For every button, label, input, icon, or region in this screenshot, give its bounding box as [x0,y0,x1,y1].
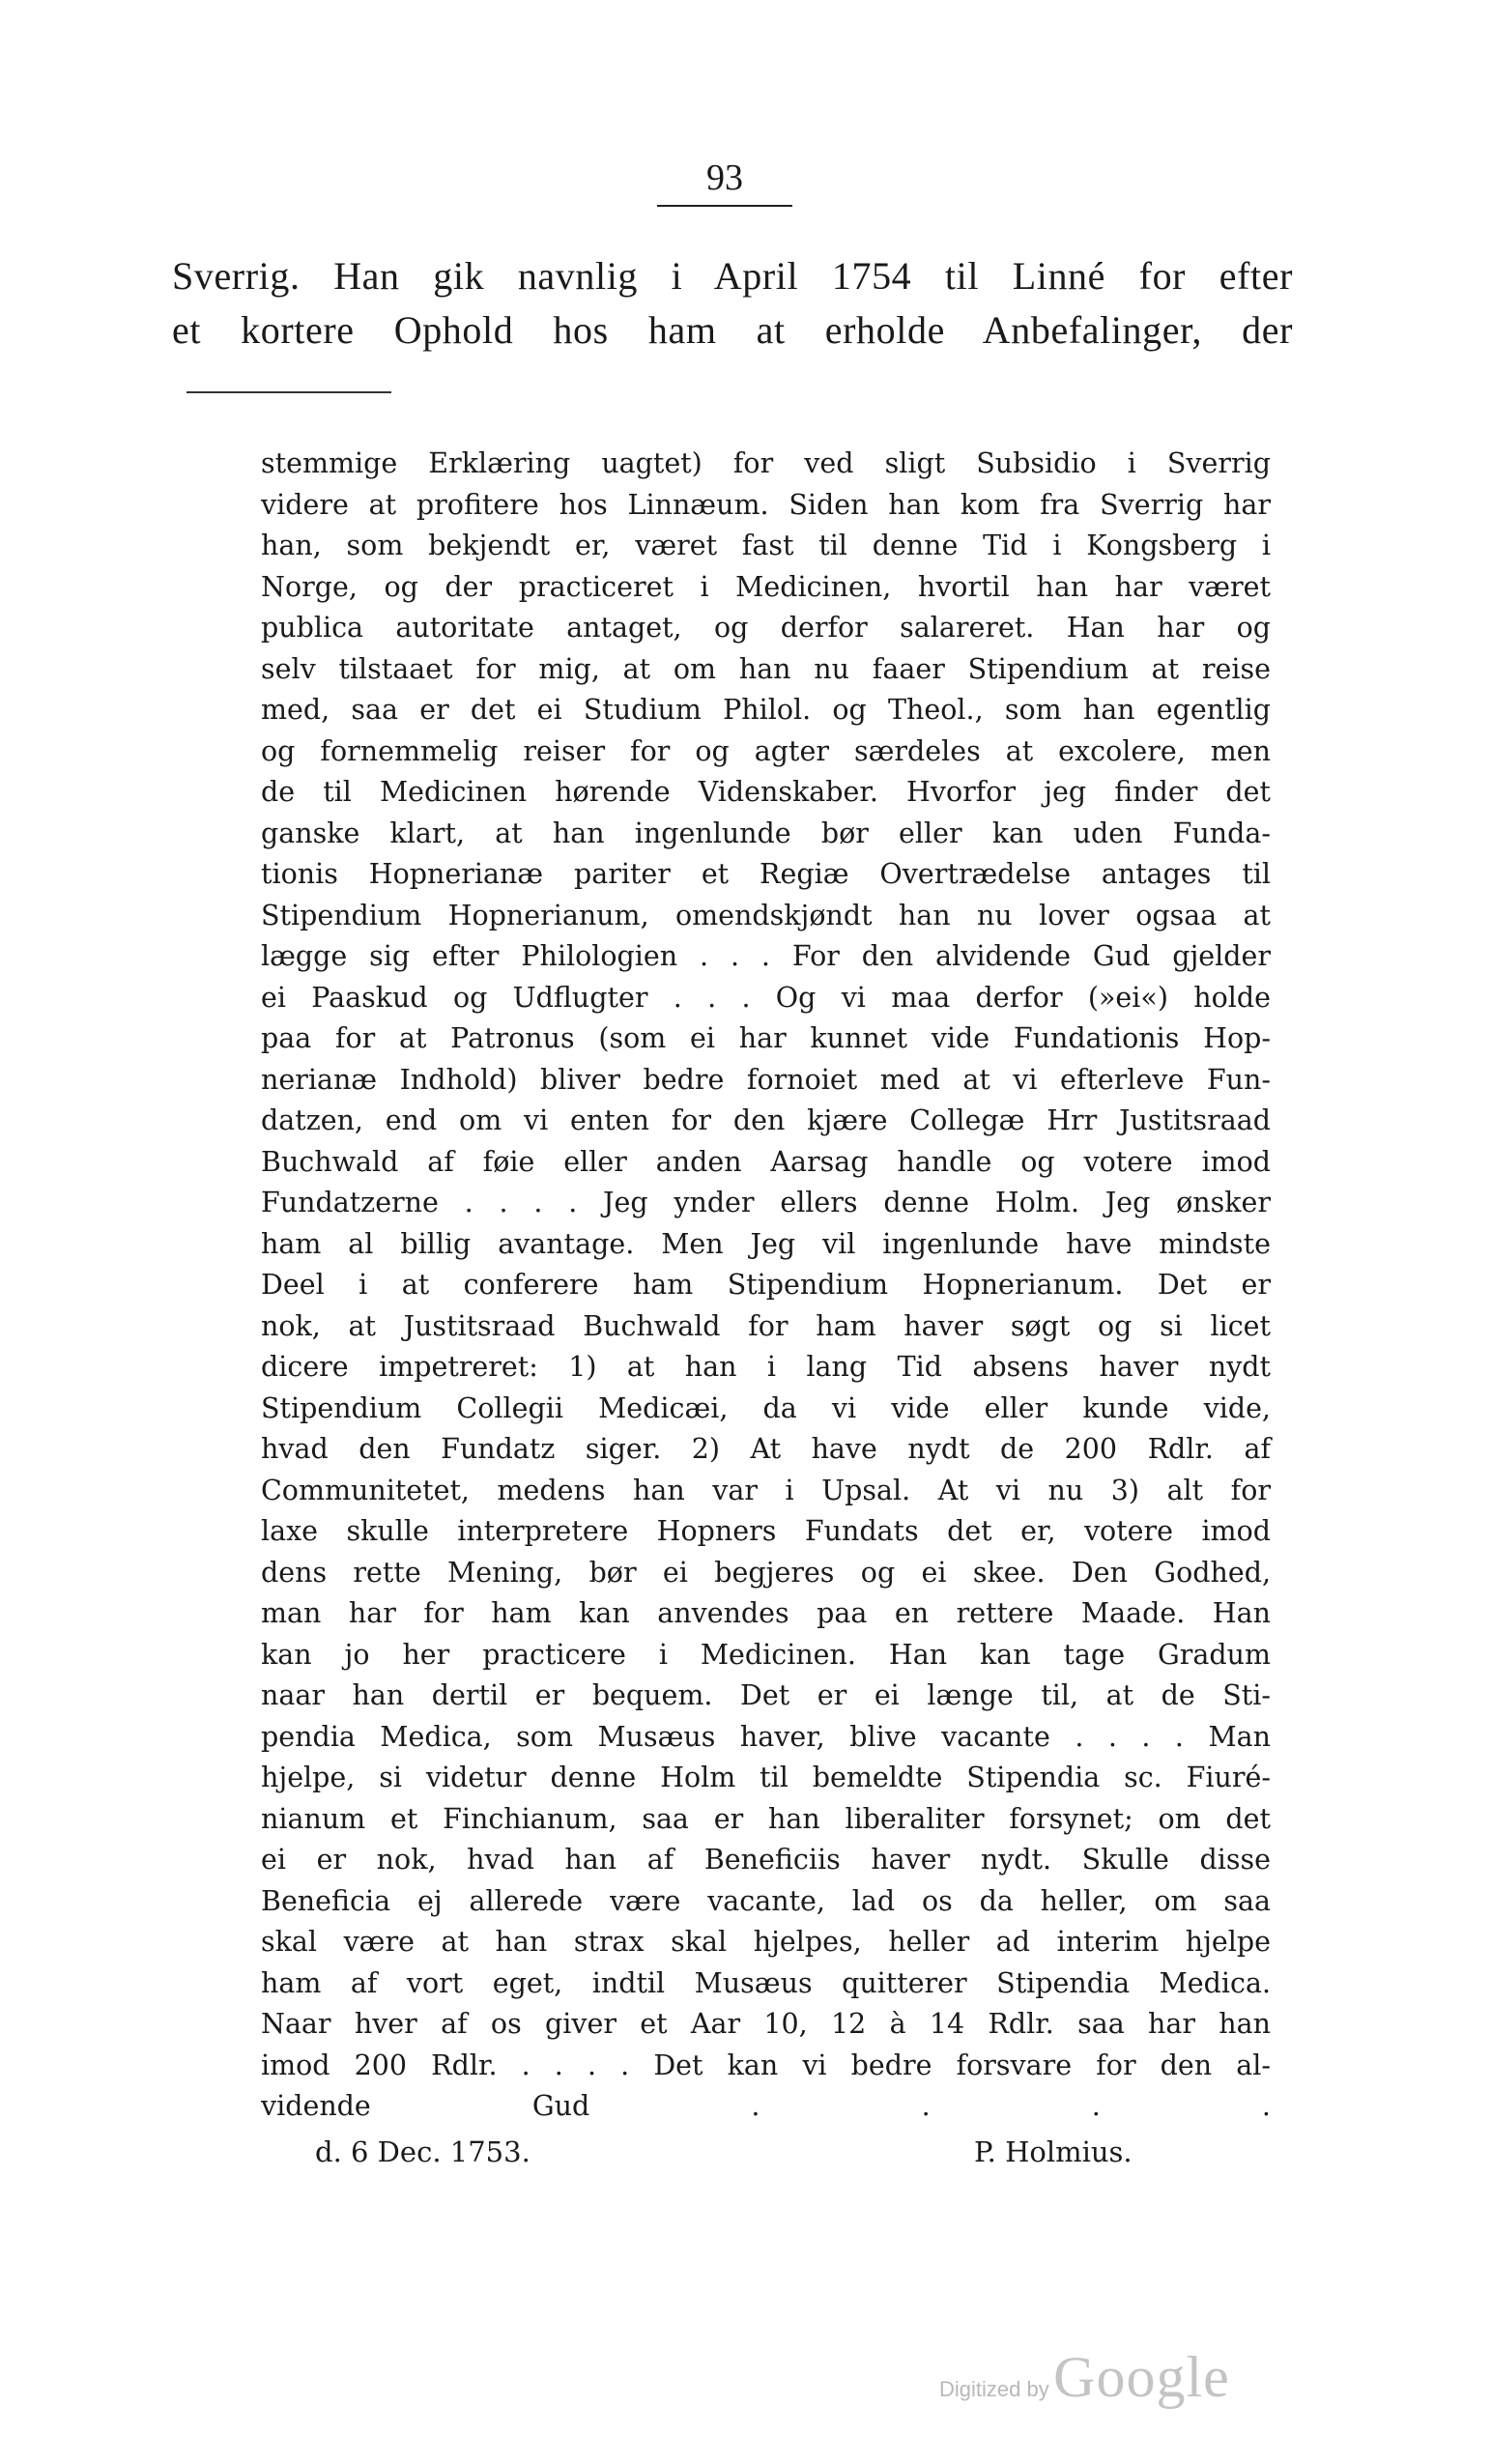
digitized-watermark [939,2344,1230,2411]
google-logo: Google [1053,2345,1230,2409]
footnote-line: dens rette Mening, bør ei begjeres og ei skee. Den Godhed, [261,1556,1271,1589]
footnote-line: selv tilstaaet for mig, at om han nu faaer Stipendium at reise [261,652,1271,685]
footnote-line: Fundatzerne . . . . Jeg ynder ellers denne Holm. Jeg ønsker [261,1187,1271,1218]
footnote-line: ei er nok, hvad han af Beneficiis haver nydt. Skulle disse [261,1844,1271,1876]
footnote-line: paa for at Patronus (som ei har kunnet vide Fundationis Hop- [261,1022,1271,1054]
footnote-line: han, som bekjendt er, været fast til denne Tid i Kongsberg i [261,530,1271,561]
footnote-line: naar han dertil er bequem. Det er ei længe til, at de Sti- [261,1679,1271,1711]
letter-date: d. 6 Dec. 1753. [315,2135,530,2168]
footnote-line: Stipendium Hopnerianum, omendskjøndt han nu lover ogsaa at [261,899,1271,931]
footnote-line: ei Paaskud og Udflugter . . . Og vi maa derfor (»ei«) holde [261,981,1271,1014]
footnote-line: Communitetet, medens han var i Upsal. At vi nu 3) alt for [261,1474,1271,1506]
footnote-line: stemmige Erklæring uagtet) for ved sligt Subsidio i Sverrig [261,447,1271,479]
footnote-line: skal være at han strax skal hjelpes, heller ad interim hjelpe [261,1926,1271,1958]
page-number: 93 [657,157,792,207]
footnote-line: hjelpe, si videtur denne Holm til bemeldte Stipendia sc. Fiuré- [261,1762,1271,1793]
footnote-line: ganske klart, at han ingenlunde bør eller kan uden Funda- [261,817,1271,849]
footnote-line: man har for ham kan anvendes paa en rettere Maade. Han [261,1597,1271,1629]
footnote-line: pendia Medica, som Musæus haver, blive vacante . . . . Man [261,1720,1271,1753]
footnote-line: dicere impetreret: 1) at han i lang Tid absens haver nydt [261,1351,1271,1383]
footnote-line: Buchwald af føie eller anden Aarsag handle og votere imod [261,1145,1271,1178]
footnote-line: nok, at Justitsraad Buchwald for ham haver søgt og si licet [261,1309,1271,1342]
footnote-line: lægge sig efter Philologien . . . For den alvidende Gud gjelder [261,940,1271,972]
footnote-line: imod 200 Rdlr. . . . . Det kan vi bedre forsvare for den al- [261,2049,1271,2081]
footnote-line: ham af vort eget, indtil Musæus quitterer Stipendia Medica. [261,1966,1271,1999]
letter-signature: P. Holmius. [974,2135,1133,2168]
body-text-line-2: et kortere Ophold hos ham at erholde Anbefalinger, der [172,308,1293,352]
footnote-line: Deel i at conferere ham Stipendium Hopnerianum. Det er [261,1269,1271,1301]
watermark-prefix: Digitized by [939,2377,1049,2401]
footnote-line: og fornemmelig reiser for og agter særdeles at excolere, men [261,734,1271,767]
footnote-line: med, saa er det ei Studium Philol. og Theol., som han egentlig [261,694,1271,726]
footnote-separator [186,391,391,393]
footnote-line: nianum et Finchianum, saa er han liberaliter forsynet; om det [261,1802,1271,1835]
footnote-line: laxe skulle interpretere Hopners Fundats det er, votere imod [261,1515,1271,1547]
footnote-block [261,444,1271,2128]
footnote-line: nerianæ Indhold) bliver bedre fornoiet med at vi efterleve Fun- [261,1063,1271,1096]
footnote-line: Norge, og der practiceret i Medicinen, hvortil han har været [261,570,1271,603]
footnote-line: Stipendium Collegii Medicæi, da vi vide eller kunde vide, [261,1391,1271,1424]
footnote-line: datzen, end om vi enten for den kjære Collegæ Hrr Justitsraad [261,1104,1271,1136]
footnote-line: de til Medicinen hørende Videnskaber. Hvorfor jeg finder det [261,776,1271,808]
footnote-line: kan jo her practicere i Medicinen. Han kan tage Gradum [261,1638,1271,1671]
footnote-line: Naar hver af os giver et Aar 10, 12 à 14 Rdlr. saa har han [261,2008,1271,2040]
footnote-line: vidende Gud . . . . [261,2090,1271,2122]
footnote-line: publica autoritate antaget, og derfor salareret. Han har og [261,612,1271,644]
footnote-line: tionis Hopnerianæ pariter et Regiæ Overtrædelse antages til [261,858,1271,890]
body-text-line-1: Sverrig. Han gik navnlig i April 1754 til Linné for efter [172,254,1293,298]
footnote-line: ham al billig avantage. Men Jeg vil ingenlunde have mindste [261,1227,1271,1260]
footnote-line: Beneficia ej allerede være vacante, lad os da heller, om saa [261,1884,1271,1917]
footnote-line: videre at profitere hos Linnæum. Siden han kom fra Sverrig har [261,488,1271,521]
footnote-line: hvad den Fundatz siger. 2) At have nydt de 200 Rdlr. af [261,1433,1271,1465]
